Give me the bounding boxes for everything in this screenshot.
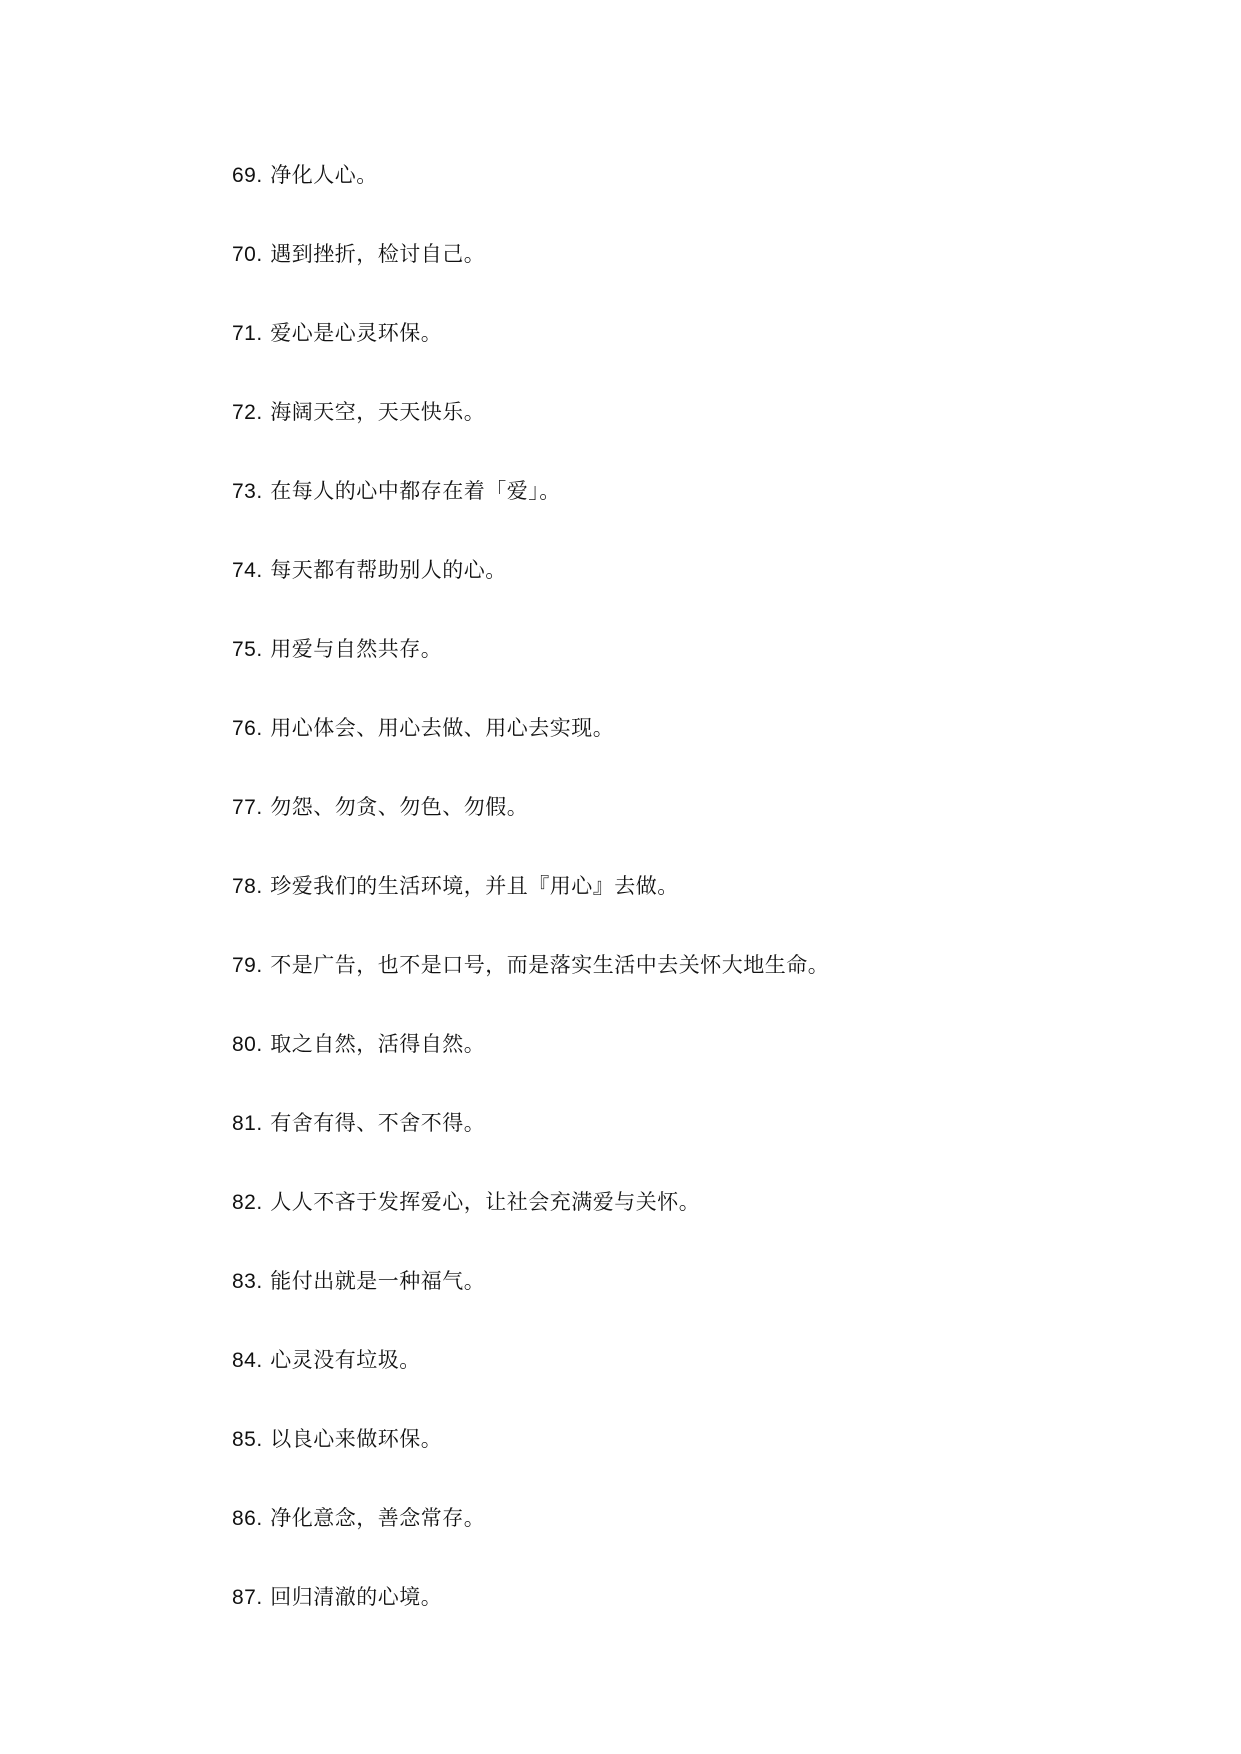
item-number: 87 [232, 1586, 257, 1609]
item-number: 86 [232, 1507, 257, 1530]
item-number: 75 [232, 638, 257, 661]
list-item [232, 790, 829, 869]
item-text: 海阔天空，天天快乐。 [270, 400, 486, 424]
list-item [232, 632, 829, 711]
item-number-period: . [256, 954, 263, 977]
item-text: 有舍有得、不舍不得。 [270, 1111, 486, 1135]
list-item [232, 1501, 829, 1580]
item-text: 在每人的心中都存在着「爱」。 [270, 479, 561, 503]
item-number-period: . [256, 480, 263, 503]
list-item [232, 1027, 829, 1106]
item-number-period: . [256, 638, 263, 661]
list-item [232, 553, 829, 632]
item-number: 78 [232, 875, 257, 898]
item-text: 珍爱我们的生活环境，并且『用心』去做。 [270, 874, 679, 898]
item-number-period: . [256, 164, 263, 187]
item-number-period: . [256, 401, 263, 424]
item-text: 人人不吝于发挥爱心，让社会充满爱与关怀。 [270, 1190, 701, 1214]
list-item [232, 316, 829, 395]
item-number: 70 [232, 243, 257, 266]
item-text: 净化意念，善念常存。 [270, 1506, 486, 1530]
list-item [232, 1422, 829, 1501]
list-item [232, 474, 829, 553]
numbered-list [232, 158, 829, 1659]
list-item [232, 237, 829, 316]
item-number-period: . [256, 796, 263, 819]
item-number: 85 [232, 1428, 257, 1451]
item-text: 以良心来做环保。 [270, 1427, 443, 1451]
item-number: 77 [232, 796, 257, 819]
item-number-period: . [256, 1428, 263, 1451]
item-text: 用爱与自然共存。 [270, 637, 443, 661]
item-text: 净化人心。 [270, 163, 378, 187]
list-item [232, 158, 829, 237]
item-number-period: . [256, 322, 263, 345]
item-number: 74 [232, 559, 257, 582]
item-number: 84 [232, 1349, 257, 1372]
item-text: 能付出就是一种福气。 [270, 1269, 486, 1293]
list-item [232, 1264, 829, 1343]
item-number: 81 [232, 1112, 257, 1135]
item-number-period: . [256, 717, 263, 740]
list-item [232, 1580, 829, 1659]
list-item [232, 869, 829, 948]
item-text: 取之自然，活得自然。 [270, 1032, 486, 1056]
item-text: 用心体会、用心去做、用心去实现。 [270, 716, 615, 740]
item-text: 不是广告，也不是口号，而是落实生活中去关怀大地生命。 [270, 953, 830, 977]
item-number-period: . [256, 559, 263, 582]
item-text: 爱心是心灵环保。 [270, 321, 443, 345]
list-item [232, 1343, 829, 1422]
item-number-period: . [256, 1270, 263, 1293]
item-text: 每天都有帮助别人的心。 [270, 558, 507, 582]
item-number-period: . [256, 1349, 263, 1372]
item-text: 遇到挫折，检讨自己。 [270, 242, 486, 266]
item-number-period: . [256, 875, 263, 898]
item-number: 76 [232, 717, 257, 740]
list-item [232, 948, 829, 1027]
item-number-period: . [256, 1507, 263, 1530]
item-number-period: . [256, 243, 263, 266]
item-number-period: . [256, 1112, 263, 1135]
item-text: 勿怨、勿贪、勿色、勿假。 [270, 795, 529, 819]
item-text: 心灵没有垃圾。 [270, 1348, 421, 1372]
item-number: 83 [232, 1270, 257, 1293]
list-item [232, 1185, 829, 1264]
item-number: 82 [232, 1191, 257, 1214]
item-number-period: . [256, 1191, 263, 1214]
item-number: 71 [232, 322, 257, 345]
item-number: 69 [232, 164, 257, 187]
item-number-period: . [256, 1033, 263, 1056]
list-item [232, 711, 829, 790]
list-item [232, 1106, 829, 1185]
item-number: 72 [232, 401, 257, 424]
item-number: 80 [232, 1033, 257, 1056]
list-item [232, 395, 829, 474]
item-number: 73 [232, 480, 257, 503]
item-text: 回归清澈的心境。 [270, 1585, 443, 1609]
item-number: 79 [232, 954, 257, 977]
item-number-period: . [256, 1586, 263, 1609]
